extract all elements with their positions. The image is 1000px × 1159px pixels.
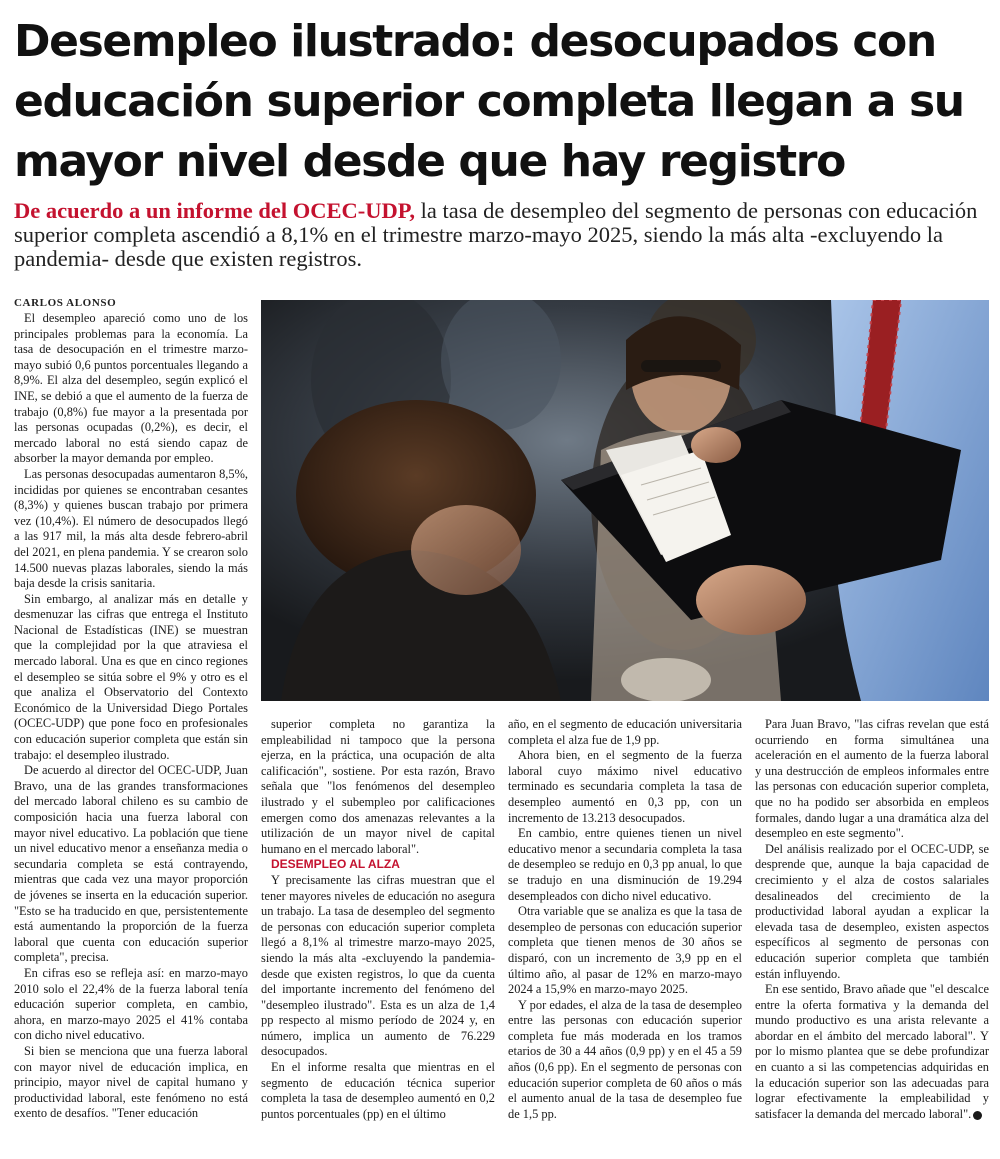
lead-text: la tasa de desempleo del segmento de personas con educación superior completa ascendió a 8,1% en el trimestre marzo-mayo 2025, siendo la más alta -excluyendo la pandemia- desde que existen registros. [14, 198, 978, 271]
section-subhead: DESEMPLEO AL ALZA [271, 857, 400, 872]
paragraph: Y por edades, el alza de la tasa de desempleo entre las personas con educación superior completa fue más moderada en los tramos etarios de 30 a 44 años (0,9 pp) y en el 45 a 59 años (0,6 pp). En el segmento de personas con educación superior completa de 60 años o más el aumento anual de la tasa de desempleo fue de 1,5 pp. [508, 997, 742, 1121]
paragraph: El desempleo apareció como uno de los principales problemas para la economía. La tasa de desocupación en el trimestre marzo-mayo subió 0,6 puntos porcentuales llegando a 8,9%. El alza del desempleo, según explicó el INE, se debió a que el aumento de la fuerza de trabajo (0,8%) fue mayor a la presentada por las personas ocupadas (0,2%), es decir, el mercado laboral no está siendo capaz de absorber la mayor demanda por empleo. [14, 311, 248, 466]
paragraph: superior completa no garantiza la empleabilidad ni tampoco que la persona ejerza, en la práctica, una ocupación de alta calificación", sostiene. Por esta razón, Bravo señala que "los fenómenos del desempleo ilustrado y el subempleo por calificaciones emergen como dos amenazas relevantes a la utilización de un mayor nivel de capital humano en el mercado laboral". [261, 717, 495, 856]
paragraph: En cifras eso se refleja así: en marzo-mayo 2010 solo el 22,4% de la fuerza laboral tenía educación superior completa, en cambio, ahora, en marzo-mayo 2025 el 41% contaba con dicho nivel educativo. [14, 965, 248, 1043]
paragraph [755, 982, 989, 1122]
column-3 [508, 717, 742, 1122]
paragraph: Ahora bien, en el segmento de la fuerza laboral cuyo máximo nivel educativo terminado es secundaria completa la tasa de desempleo aumentó en 0,3 pp, con un incremento de 13.213 desocupados. [508, 748, 742, 825]
lead-paragraph [14, 199, 989, 271]
paragraph: Si bien se menciona que una fuerza laboral con mayor nivel de educación implica, en principio, mayor nivel de capital humano y productividad laboral, este fenómeno no está exento de desafíos. "Tener educación [14, 1043, 248, 1121]
paragraph: En el informe resalta que mientras en el segmento de educación técnica superior completa la tasa de desempleo aumentó en 0,2 puntos porcentuales (pp) en el último [261, 1060, 495, 1121]
column-4 [755, 717, 989, 1122]
paragraph: Del análisis realizado por el OCEC-UDP, se desprende que, aunque la baja capacidad de crecimiento y el alza de costos salariales desalineados del crecimiento de la productividad laboral ayudan a explicar la elevada tasa de desempleo, existen aspectos específicos al segmento de personas con educación superior completa que también están influyendo. [755, 841, 989, 981]
paragraph: Y precisamente las cifras muestran que el tener mayores niveles de educación no asegura un trabajo. La tasa de desempleo del segmento de personas con educación superior completa llegó a 8,1% al trimestre marzo-mayo 2025, siendo la más alta -excluyendo la pandemia- desde que existen registros, lo que da cuenta del importante incremento del fenómeno del "desempleo ilustrado". Esta es un alza de 1,4 pp respecto al mismo período de 2024 y, en número, implica un aumento de 76.229 desocupados. [261, 872, 495, 1059]
byline: CARLOS ALONSO [14, 297, 117, 309]
article-photo [261, 300, 989, 701]
paragraph: año, en el segmento de educación universitaria completa el alza fue de 1,9 pp. [508, 717, 742, 747]
photo-icon [261, 300, 989, 701]
paragraph: Sin embargo, al analizar más en detalle y desmenuzar las cifras que entrega el Instituto Nacional de Estadísticas (INE) se muestran que la complejidad por la que atraviesa el mercado laboral. Una es que en cinco regiones el desempleo se sitúa sobre el 9% y otro es el que analiza el Observatorio del Contexto Económico de la Universidad Diego Portales (OCEC-UDP) que pone foco en profesionales con educación superior completa que están sin trabajo: el desempleo ilustrado. [14, 591, 248, 762]
paragraph: Para Juan Bravo, "las cifras revelan que está ocurriendo en forma simultánea una aceleración en el aumento de la fuerza laboral y una destrucción de empleos informales entre las personas con educación superior completa, que no ha podido ser absorbida en empleos formales, dando lugar a una dramática alza del desempleo en este segmento". [755, 717, 989, 841]
column-2 [261, 717, 495, 1122]
paragraph: De acuerdo al director del OCEC-UDP, Juan Bravo, una de las grandes transformaciones del mercado laboral chileno es su cambio de composición hacia una fuerza laboral con mayor nivel educativo. La población que tiene un nivel educativo menor a enseñanza media o secundaria completa se está contrayendo, mientras que cada vez una mayor proporción de jóvenes se inserta en la educación superior. "Esto se ha traducido en que, persistentemente está aumentando la proporción de la fuerza laboral que cuenta con educación superior completa", precisa. [14, 763, 248, 965]
paragraph-text: En ese sentido, Bravo añade que "el descalce entre la oferta formativa y la demanda del mundo productivo es una arista relevante a abordar en el ámbito del mercado laboral". Y por lo mismo plantea que se debe profundizar en cuanto a si las competencias adquiridas en la educación superior son las adecuadas para lograr efectivamente la empleabilidad y satisfacer la demanda del mercado laboral". [755, 982, 989, 1121]
lead-highlight: De acuerdo a un informe del OCEC-UDP, [14, 198, 416, 223]
headline: Desempleo ilustrado: desocupados con educación superior completa llegan a su mayor nivel desde que hay registro [14, 16, 964, 187]
paragraph: Otra variable que se analiza es que la tasa de desempleo de personas con educación superior completa que tienen menos de 30 años se disparó, con un incremento de 3,9 pp en el último año, al pasar de 12% en marzo-mayo 2024 a 15,9% en marzo-mayo 2025. [508, 904, 742, 997]
column-1 [14, 311, 248, 1122]
paragraph: Las personas desocupadas aumentaron 8,5%, incididas por quienes se encontraban cesantes (8,3%) y quienes buscan trabajo por primera vez (10,4%). El número de desocupados llegó a las 917 mil, la más alta desde febrero-abril del 2021, en plena pandemia. Y se crearon solo 14.500 nuevas plazas laborales, siendo la más baja desde la crisis sanitaria. [14, 466, 248, 591]
end-mark-icon [973, 1111, 982, 1120]
paragraph: En cambio, entre quienes tienen un nivel educativo menor a secundaria completa la tasa de desempleo se redujo en 0,3 pp anual, lo que se tradujo en una disminución de 19.294 desempleados con dicho nivel educativo. [508, 826, 742, 903]
